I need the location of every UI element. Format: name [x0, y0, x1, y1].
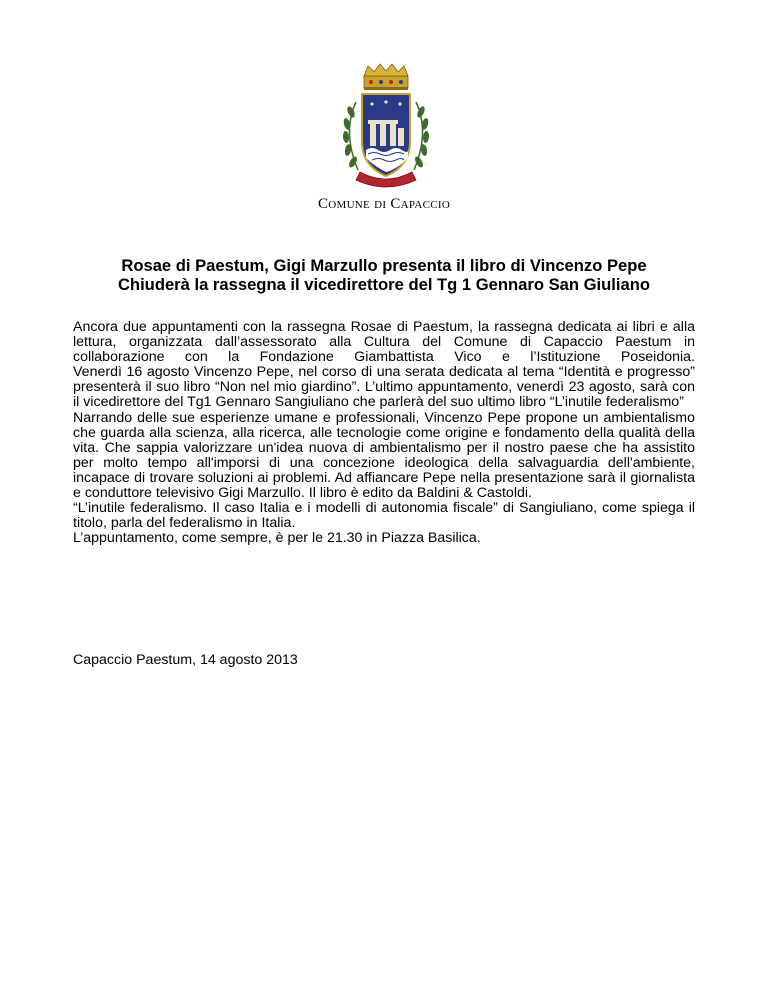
shield-icon	[362, 94, 410, 176]
press-release-body	[73, 320, 695, 546]
crown-icon	[364, 64, 408, 90]
headline-line-1: Rosae di Paestum, Gigi Marzullo presenta il libro di Vincenzo Pepe	[121, 256, 647, 275]
comune-di-capaccio-crest-icon	[334, 62, 438, 194]
headline-line-2: Chiuderà la rassegna il vicedirettore del Tg 1 Gennaro San Giuliano	[117, 275, 651, 294]
place-and-date: Capaccio Paestum, 14 agosto 2013	[73, 652, 298, 668]
press-release-headline	[60, 256, 708, 294]
body-paragraph-intro: Ancora due appuntamenti con la rassegna Rosae di Paestum, la rassegna dedicata ai libri e alla lettura, organizzata dall’assessorato alla Cultura del Comune di Capaccio Paestum in collaborazione con la Fondazione Giambattista Vico e l’Istituzione Poseidonia.	[73, 319, 695, 366]
organization-name: Comune di Capaccio	[317, 196, 451, 212]
body-paragraph-time-place: L’appuntamento, come sempre, è per le 21.30 in Piazza Basilica.	[73, 530, 481, 547]
body-paragraph-events: Venerdì 16 agosto Vincenzo Pepe, nel corso di una serata dedicata al tema “Identità e progresso” presenterà il suo libro “Non nel mio giardino”. L’ultimo appuntamento, venerdì 23 agosto, sarà con il vicedirettore del Tg1 Gennaro Sangiuliano che parlerà del suo ultimo libro “L’inutile federalismo”	[73, 364, 695, 411]
body-paragraph-book-description: Narrando delle sue esperienze umane e professionali, Vincenzo Pepe propone un ambientalismo che guarda alla scienza, alla ricerca, alle tecnologie come origine e fondamento della qualità della vita. Che sappia valorizzare un'idea nuova di ambientalismo per il nostro paese che ha assistito per molto tempo all'imporsi di una concezione ideologica della salvaguardia dell'ambiente, incapace di trovare soluzioni ai problemi. Ad affiancare Pepe nella presentazione sarà il giornalista e conduttore televisivo Gigi Marzullo. Il libro è edito da Baldini & Castoldi.	[73, 409, 695, 502]
body-paragraph-federalismo: “L’inutile federalismo. Il caso Italia e i modelli di autonomia fiscale” di Sangiuliano, come spiega il titolo, parla del federalismo in Italia.	[73, 500, 695, 532]
